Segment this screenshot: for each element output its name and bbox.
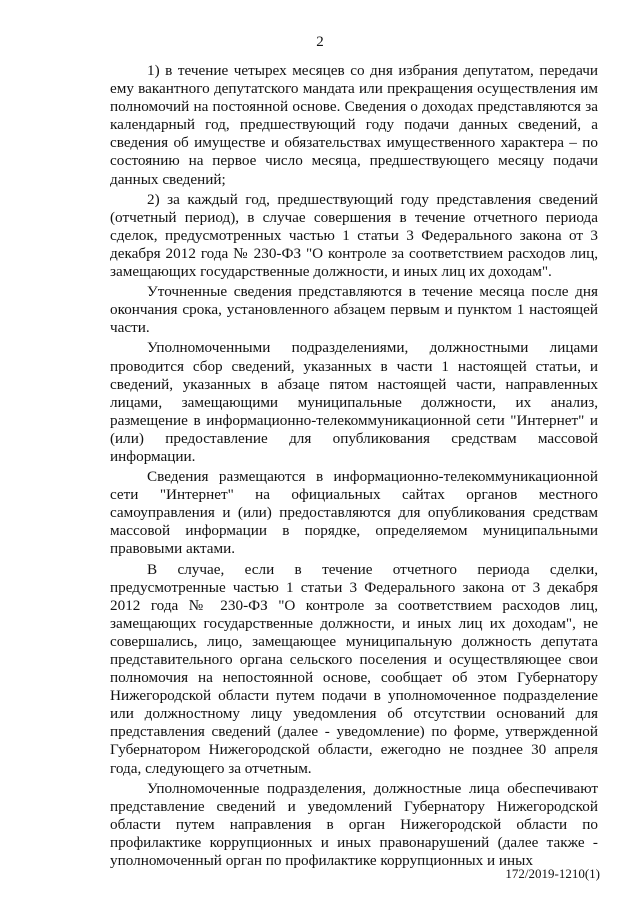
- document-code: 172/2019-1210(1): [505, 866, 600, 881]
- paragraph-5: Сведения размещаются в информационно-телекоммуникационной сети "Интернет" на официальных сайтах органов местного самоуправления и (или) предоставляются для опубликования средствам массовой информации в порядке, определяемом муниципальными правовыми актами.: [110, 468, 598, 558]
- paragraph-4: Уполномоченными подразделениями, должностными лицами проводится сбор сведений, указанных в части 1 настоящей статьи, и сведений, указанных в абзаце пятом настоящей части, направленных лицами, замещающими муниципальные должности, их анализ, размещение в информационно-телекоммуникационной сети "Интернет" и (или) предоставление для опубликования средствам массовой информации.: [110, 339, 598, 465]
- paragraph-1: 1) в течение четырех месяцев со дня избрания депутатом, передачи ему вакантного депутатского мандата или прекращения осуществления им полномочий на постоянной основе. Сведения о доходах представляются за календарный год, предшествующий году подачи данных сведений, а сведения об имуществе и обязательствах имущественного характера – по состоянию на первое число месяца, предшествующего месяцу подачи данных сведений;: [110, 62, 598, 188]
- paragraph-6: В случае, если в течение отчетного периода сделки, предусмотренные частью 1 статьи 3 Федерального закона от 3 декабря 2012 года № 230-ФЗ "О контроле за соответствием расходов лиц, замещающих государственные должности, и иных лиц их доходам", не совершались, лицо, замещающее муниципальную должность депутата представительного органа сельского поселения и осуществляющее свои полномочия на непостоянной основе, сообщает об этом Губернатору Нижегородской области путем подачи в уполномоченное подразделение или должностному лицу уведомления об отсутствии оснований для представления сведений (далее - уведомление) по форме, утвержденной Губернатором Нижегородской области, ежегодно не позднее 30 апреля года, следующего за отчетным.: [110, 560, 598, 777]
- paragraph-2: 2) за каждый год, предшествующий году представления сведений (отчетный период), в случае совершения в течение отчетного периода сделок, предусмотренных частью 1 статьи 3 Федерального закона от 3 декабря 2012 года № 230-ФЗ "О контроле за соответствием расходов лиц, замещающих государственные должности, и иных лиц их доходам".: [110, 190, 598, 281]
- document-body: [110, 62, 598, 872]
- paragraph-3: Уточненные сведения представляются в течение месяца после дня окончания срока, установленного абзацем первым и пунктом 1 настоящей части.: [110, 283, 598, 337]
- page-number: 2: [316, 34, 324, 50]
- paragraph-7: Уполномоченные подразделения, должностные лица обеспечивают представление сведений и уведомлений Губернатору Нижегородской области путем направления в орган Нижегородской области по профилактике коррупционных и иных правонарушений (далее также - уполномоченный орган по профилактике коррупционных и иных: [110, 779, 598, 870]
